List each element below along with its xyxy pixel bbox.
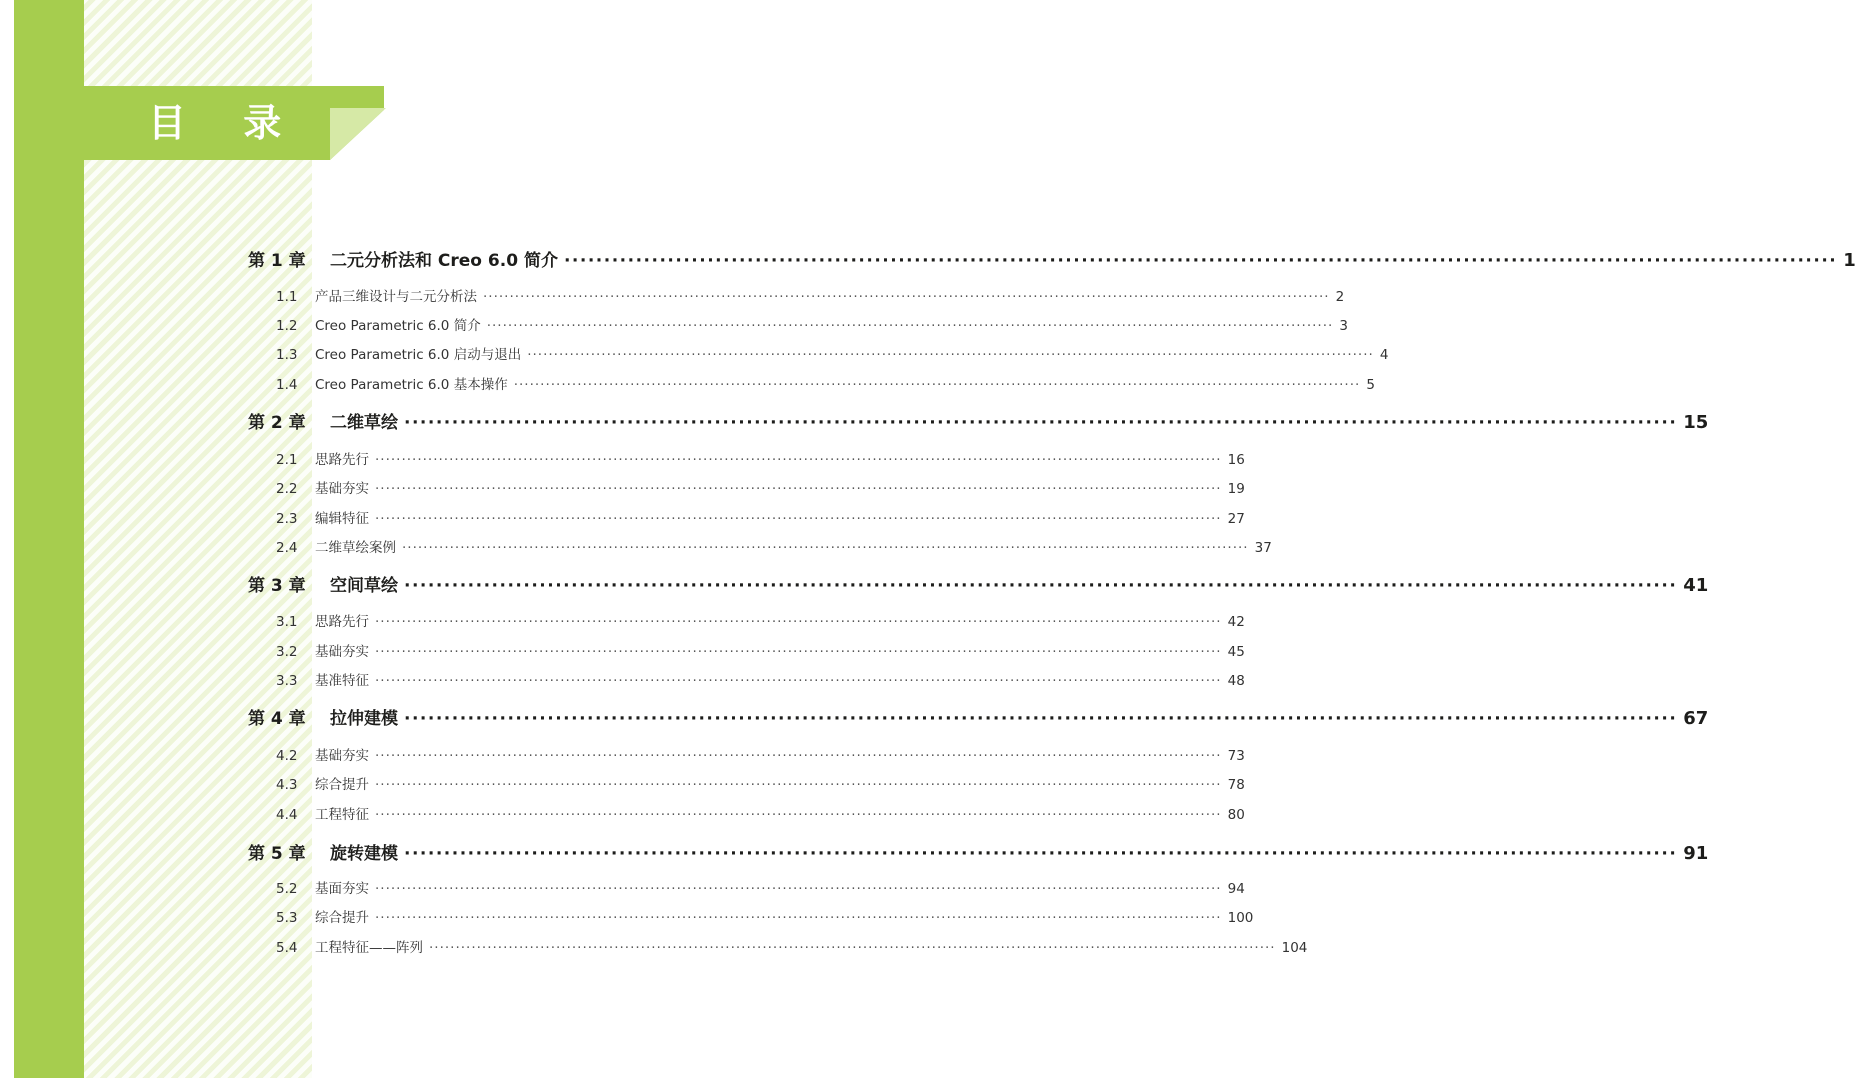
dot-leader: ································································································································································ <box>563 251 1838 271</box>
chapter-number: 第 5 章 <box>248 844 306 864</box>
toc-section-row <box>240 373 1375 393</box>
page-number: 91 <box>1683 843 1709 864</box>
section-number: 1.3 <box>276 347 298 363</box>
page-number: 41 <box>1683 575 1709 596</box>
page-number: 78 <box>1227 777 1245 793</box>
section-number: 1.4 <box>276 377 298 393</box>
page-number: 73 <box>1227 748 1245 764</box>
dot-leader: ································································································································································ <box>404 844 1678 864</box>
section-number: 4.3 <box>276 777 298 793</box>
toc-section-row <box>240 610 1245 630</box>
page-number: 94 <box>1227 881 1245 897</box>
page-number: 15 <box>1683 412 1709 433</box>
toc-chapter-row <box>240 839 1709 864</box>
page-number: 2 <box>1335 289 1345 305</box>
section-title: 产品三维设计与二元分析法 <box>315 289 477 305</box>
dot-leader: ································································································································································ <box>429 940 1276 956</box>
toc-section-row <box>240 477 1245 497</box>
toc-chapter-row <box>240 571 1709 596</box>
toc-section-row <box>240 773 1245 793</box>
dot-leader: ································································································································································ <box>513 377 1361 393</box>
section-title: 基础夯实 <box>315 644 369 660</box>
dot-leader: ································································································································································ <box>486 318 1334 334</box>
toc-chapter-row <box>240 704 1709 729</box>
dot-leader: ································································································································································ <box>404 576 1678 596</box>
toc-section-row <box>240 314 1348 334</box>
page-number: 45 <box>1227 644 1245 660</box>
toc-section-row <box>240 906 1254 926</box>
section-number: 5.2 <box>276 881 298 897</box>
left-accent-bar <box>14 0 84 1078</box>
section-title: 基面夯实 <box>315 881 369 897</box>
page-number: 37 <box>1254 540 1272 556</box>
dot-leader: ································································································································································ <box>375 452 1222 468</box>
dot-leader: ································································································································································ <box>527 347 1374 363</box>
page-number: 1 <box>1843 250 1856 271</box>
section-number: 1.2 <box>276 318 298 334</box>
toc-section-row <box>240 343 1389 363</box>
toc-section-row <box>240 936 1308 956</box>
page-title: 目 录 <box>148 101 304 145</box>
chapter-title: 拉伸建模 <box>330 709 398 729</box>
page-fold-icon <box>330 108 386 160</box>
toc-section-row <box>240 285 1345 305</box>
page-number: 16 <box>1227 452 1245 468</box>
section-number: 5.3 <box>276 910 298 926</box>
toc-section-row <box>240 448 1245 468</box>
chapter-title: 旋转建模 <box>330 844 398 864</box>
page-number: 104 <box>1281 940 1308 956</box>
section-number: 1.1 <box>276 289 298 305</box>
section-number: 3.3 <box>276 673 298 689</box>
section-title: Creo Parametric 6.0 简介 <box>315 318 481 334</box>
section-title: 思路先行 <box>315 452 369 468</box>
section-number: 4.2 <box>276 748 298 764</box>
section-number: 2.4 <box>276 540 298 556</box>
page-number: 67 <box>1683 708 1709 729</box>
dot-leader: ································································································································································ <box>375 481 1222 497</box>
section-title: 工程特征 <box>315 807 369 823</box>
dot-leader: ································································································································································ <box>375 777 1222 793</box>
toc-section-row <box>240 744 1245 764</box>
section-number: 5.4 <box>276 940 298 956</box>
toc-section-row <box>240 640 1245 660</box>
toc-section-row <box>240 803 1245 823</box>
page-number: 19 <box>1227 481 1245 497</box>
section-title: 基准特征 <box>315 673 369 689</box>
dot-leader: ································································································································································ <box>402 540 1249 556</box>
toc-chapter-row <box>240 408 1709 433</box>
page-number: 48 <box>1227 673 1245 689</box>
chapter-number: 第 4 章 <box>248 709 306 729</box>
dot-leader: ································································································································································ <box>375 807 1222 823</box>
section-title: 基础夯实 <box>315 481 369 497</box>
section-number: 2.2 <box>276 481 298 497</box>
chapter-number: 第 1 章 <box>248 251 306 271</box>
section-number: 3.2 <box>276 644 298 660</box>
section-title: 思路先行 <box>315 614 369 630</box>
toc-section-row <box>240 877 1245 897</box>
chapter-number: 第 3 章 <box>248 576 306 596</box>
dot-leader: ································································································································································ <box>375 881 1222 897</box>
section-title: 二维草绘案例 <box>315 540 396 556</box>
section-title: 编辑特征 <box>315 511 369 527</box>
page-number: 80 <box>1227 807 1245 823</box>
page-number: 3 <box>1339 318 1348 334</box>
dot-leader: ································································································································································ <box>375 748 1222 764</box>
section-number: 2.3 <box>276 511 298 527</box>
section-number: 2.1 <box>276 452 298 468</box>
section-number: 4.4 <box>276 807 298 823</box>
page-number: 4 <box>1379 347 1389 363</box>
dot-leader: ································································································································································ <box>375 644 1222 660</box>
dot-leader: ································································································································································ <box>375 910 1222 926</box>
dot-leader: ································································································································································ <box>375 614 1222 630</box>
chapter-title: 二维草绘 <box>330 413 398 433</box>
toc-section-row <box>240 507 1245 527</box>
section-title: 工程特征——阵列 <box>315 940 423 956</box>
chapter-title: 空间草绘 <box>330 576 398 596</box>
toc-section-row <box>240 536 1272 556</box>
section-title: 基础夯实 <box>315 748 369 764</box>
chapter-title: 二元分析法和 Creo 6.0 简介 <box>330 251 558 271</box>
toc-section-row <box>240 669 1245 689</box>
section-title: 综合提升 <box>315 777 369 793</box>
section-title: Creo Parametric 6.0 基本操作 <box>315 377 508 393</box>
page-number: 100 <box>1227 910 1254 926</box>
dot-leader: ································································································································································ <box>404 709 1678 729</box>
section-title: 综合提升 <box>315 910 369 926</box>
page-number: 5 <box>1366 377 1375 393</box>
dot-leader: ································································································································································ <box>375 673 1222 689</box>
dot-leader: ································································································································································ <box>404 413 1678 433</box>
toc-chapter-row <box>240 246 1856 271</box>
dot-leader: ································································································································································ <box>375 511 1222 527</box>
section-number: 3.1 <box>276 614 298 630</box>
page-number: 42 <box>1227 614 1245 630</box>
section-title: Creo Parametric 6.0 启动与退出 <box>315 347 522 363</box>
dot-leader: ································································································································································ <box>483 289 1330 305</box>
chapter-number: 第 2 章 <box>248 413 306 433</box>
page-number: 27 <box>1227 511 1245 527</box>
